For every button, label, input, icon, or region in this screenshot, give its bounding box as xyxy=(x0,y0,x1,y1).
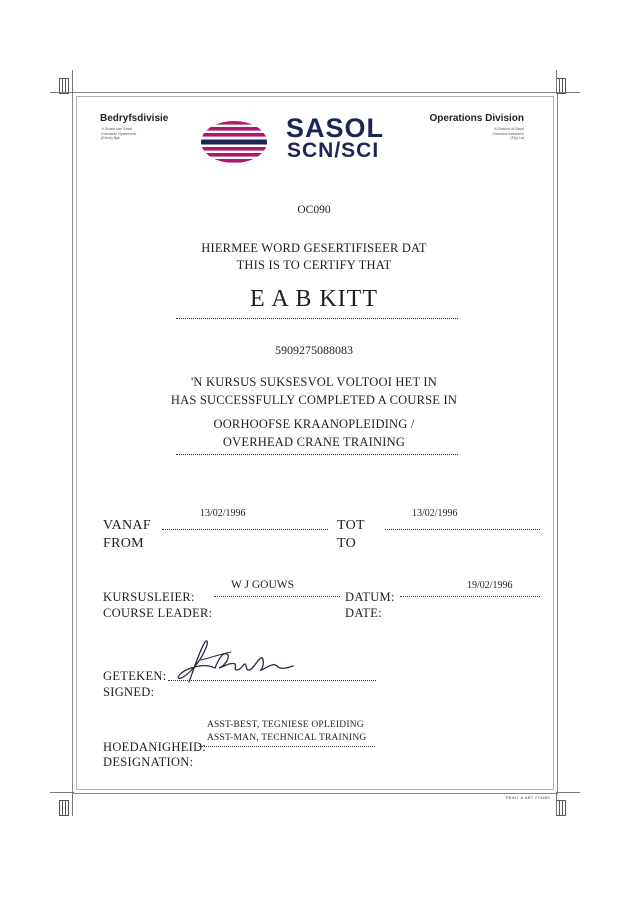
to-label-afrikaans: TOT xyxy=(337,518,365,533)
sasol-logo-text: SASOL xyxy=(286,113,385,143)
from-label-afrikaans: VANAF xyxy=(103,518,151,533)
crop-mark xyxy=(72,792,73,816)
course-date: 19/02/1996 xyxy=(467,580,513,591)
sasol-globe-icon xyxy=(200,120,268,164)
crop-mark xyxy=(50,792,74,793)
course-name-afrikaans: OORHOOFSE KRAANOPLEIDING / xyxy=(213,417,415,431)
registration-mark-bottom-left xyxy=(59,800,69,816)
crop-mark xyxy=(72,70,73,94)
to-dotted-line xyxy=(385,529,540,530)
crop-mark xyxy=(556,92,580,93)
crop-mark xyxy=(50,92,74,93)
course-dotted-line xyxy=(176,454,458,455)
from-date: 13/02/1996 xyxy=(200,508,246,519)
signed-label-afrikaans: GETEKEN: xyxy=(103,669,167,683)
left-division-title: Bedryfsdivisie xyxy=(100,113,169,124)
registration-mark-bottom-right xyxy=(556,800,566,816)
right-division-title: Operations Division xyxy=(429,113,524,124)
crop-mark xyxy=(556,792,557,816)
sasol-logo-subtext: SCN/SCI xyxy=(287,139,380,162)
designation-dotted-line xyxy=(199,746,375,747)
certificate-code: OC090 xyxy=(297,204,331,216)
name-dotted-line xyxy=(176,318,458,319)
left-division-subtitle: 'n Divisie van Sasol Chemiese Nywerhede (Edms) Bpk xyxy=(101,127,137,141)
designation-value-afrikaans: ASST-BEST, TEGNIESE OPLEIDING xyxy=(207,720,364,730)
date-label-afrikaans: DATUM: xyxy=(345,590,395,604)
course-leader-label-english: COURSE LEADER: xyxy=(103,606,213,620)
date-label-english: DATE: xyxy=(345,606,382,620)
from-label-english: FROM xyxy=(103,536,144,551)
signature xyxy=(165,636,300,686)
signed-label-english: SIGNED: xyxy=(103,685,155,699)
recipient-name: E A B KITT xyxy=(250,286,378,312)
completed-text-english: HAS SUCCESSFULLY COMPLETED A COURSE IN xyxy=(170,393,458,407)
designation-label-english: DESIGNATION: xyxy=(103,755,194,769)
right-division-subtitle: A Division of Sasol Chemical Industries (Pty) Ltd xyxy=(492,127,524,141)
course-leader-label-afrikaans: KURSUSLEIER: xyxy=(103,590,195,604)
id-number: 5909275088083 xyxy=(275,343,353,357)
designation-value-english: ASST-MAN, TECHNICAL TRAINING xyxy=(207,733,367,743)
crop-mark xyxy=(556,70,557,94)
date-dotted-line xyxy=(400,596,540,597)
from-dotted-line xyxy=(162,529,328,530)
course-name-english: OVERHEAD CRANE TRAINING xyxy=(222,435,406,449)
completed-text-afrikaans: 'N KURSUS SUKSESVOL VOLTOOI HET IN xyxy=(190,375,437,389)
to-label-english: TO xyxy=(337,536,357,551)
certify-text-english: THIS IS TO CERTIFY THAT xyxy=(236,258,392,272)
crop-mark xyxy=(556,792,580,793)
to-date: 13/02/1996 xyxy=(412,508,458,519)
course-leader-name: W J GOUWS xyxy=(231,579,295,591)
course-leader-dotted-line xyxy=(214,596,340,597)
print-reference: PRINT & ART 270450 xyxy=(505,795,550,800)
certify-text-afrikaans: HIERMEE WORD GESERTIFISEER DAT xyxy=(201,241,427,255)
designation-label-afrikaans: HOEDANIGHEID: xyxy=(103,740,207,754)
